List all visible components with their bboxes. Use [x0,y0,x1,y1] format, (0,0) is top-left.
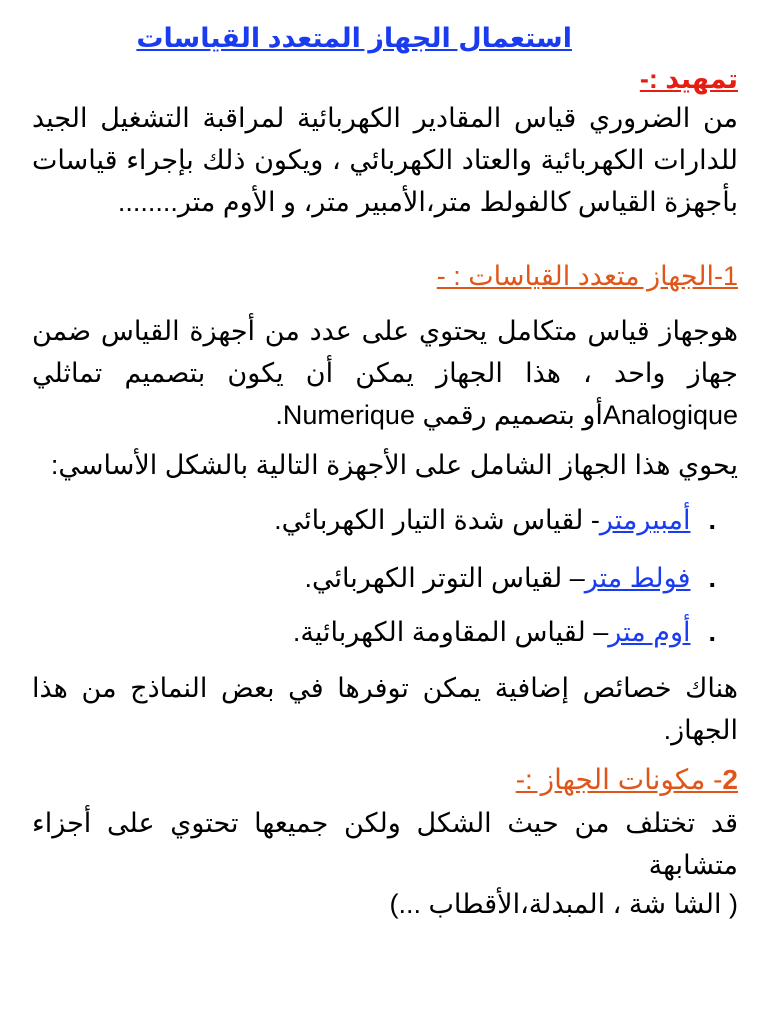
bullet: . [708,563,716,593]
page-title: استعمال الجهاز المتعدد القياسات [136,23,572,53]
section-1-title: -الجهاز متعدد القياسات : - [436,261,723,291]
voltmeter-description: – لقياس التوتر الكهربائي. [304,563,585,593]
ammeter-term: أمبيرمتر [599,505,691,535]
device-parts-list: ( الشا شة ، المبدلة،الأقطاب ...) [389,889,738,919]
section-1-heading [437,258,738,294]
list-item-ammeter [274,500,716,540]
voltmeter-term: فولط متر [584,563,691,593]
ohmmeter-description: – لقياس المقاومة الكهربائية. [292,617,609,647]
ammeter-description: - لقياس شدة التيار الكهربائي. [274,505,600,535]
list-item-voltmeter [305,558,716,598]
bullet: . [708,505,716,535]
list-item-ohmmeter [293,612,716,652]
section-1-number: 1 [722,261,738,291]
section-2-number: 2 [722,764,738,795]
contains-sentence: يحوي هذا الجهاز الشامل على الأجهزة التالية بالشكل الأساسي: [50,450,738,480]
section-2-heading [516,762,738,798]
extra-features-paragraph: هناك خصائص إضافية يمكن توفرها في بعض النماذج من هذا الجهاز. [32,673,738,745]
section-1-paragraph: هوجهاز قياس متكامل يحتوي على عدد من أجهزة القياس ضمن جهاز واحد ، هذا الجهاز يمكن أن يكون بتصميم تماثلي Analogiqueأو بتصميم رقمي Numerique. [32,316,738,430]
section-2-paragraph: قد تختلف من حيث الشكل ولكن جميعها تحتوي على أجزاء متشابهة [32,808,738,880]
intro-paragraph: من الضروري قياس المقادير الكهربائية لمراقبة التشغيل الجيد للدارات الكهربائية والعتاد الكهربائي ، ويكون ذلك بإجراء قياسات بأجهزة القياس كالفولط متر،الأمبير متر، و الأوم متر........ [32,103,738,217]
intro-heading: تمهيد :- [639,64,738,94]
section-2-title: - مكونات الجهاز :- [515,764,723,795]
ohmmeter-term: أوم متر [608,617,691,647]
bullet: . [708,617,716,647]
